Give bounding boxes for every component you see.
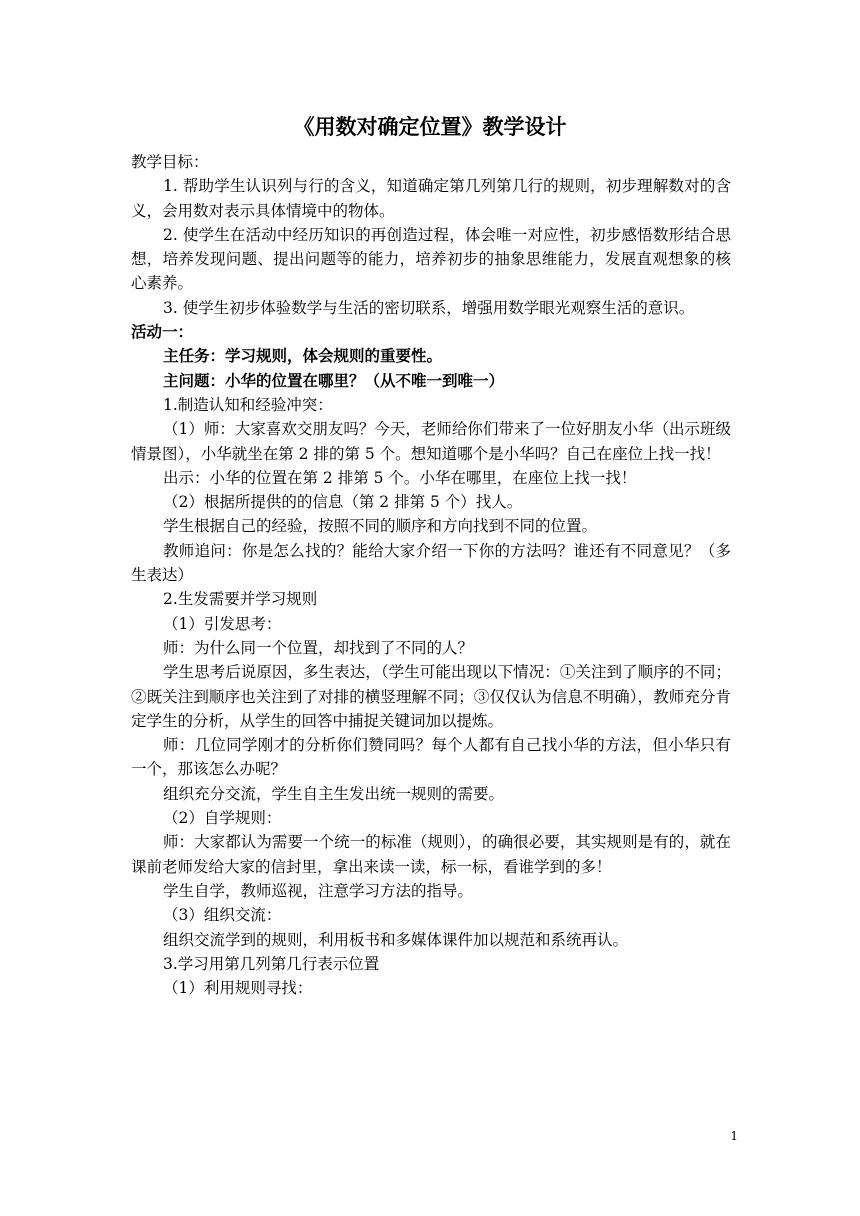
main-question: 主问题：小华的位置在哪里？（从不唯一到唯一） [163,370,505,390]
step-3-item-1: （1）利用规则寻找： [163,979,313,998]
step-1-item-2: （2）根据所提供的的信息（第 2 排第 5 个）找人。 [163,493,523,512]
activity-heading: 活动一： [131,322,194,342]
step-2-item-1: （1）引发思考： [163,614,282,633]
section-heading-objectives: 教学目标： [131,153,209,171]
step-2-students-reason: 学生思考后说原因，多生表达，（学生可能出现以下情况：①关注到了顺序的不同；②既关注到顺序也关注到了对排的横竖理解不同；③仅仅认为信息不明确），教师充分肯定学生的分析，从学生的回答中捕捉关键词加以提炼。 [131,663,731,730]
objective-1: 1. 帮助学生认识列与行的含义，知道确定第几列第几行的规则，初步理解数对的含义，会用数对表示具体情境中的物体。 [131,177,731,220]
step-2-item-2: （2）自学规则： [163,809,282,828]
page-number: 1 [730,1129,738,1143]
objective-2: 2. 使学生在活动中经历知识的再创造过程，体会唯一对应性，初步感悟数形结合思想，培养发现问题、提出问题等的能力，培养初步的抽象思维能力，发展直观想象的核心素养。 [131,225,731,293]
objective-3: 3. 使学生初步体验数学与生活的密切联系，增强用数学眼光观察生活的意识。 [163,298,695,317]
step-1-show: 出示：小华的位置在第 2 排第 5 个。小华在哪里，在座位上找一找！ [163,468,637,487]
document-body [131,150,731,1000]
step-2-teacher-question: 师：为什么同一个位置，却找到了不同的人？ [163,638,474,657]
document-title: 《用数对确定位置》教学设计 [293,114,567,139]
step-1-heading: 1.制造认知和经验冲突： [163,395,333,414]
step-2-organize: 组织交流学到的规则，利用板书和多媒体课件加以规范和系统再认。 [163,930,629,949]
step-1-teacher-ask: 教师追问：你是怎么找的？能给大家介绍一下你的方法吗？谁还有不同意见？（多生表达） [131,541,731,585]
step-2-self-study: 学生自学，教师巡视，注意学习方法的指导。 [163,881,474,900]
main-task: 主任务：学习规则，体会规则的重要性。 [163,346,443,366]
step-3-heading: 3.学习用第几列第几行表示位置 [163,954,380,973]
step-2-item-3: （3）组织交流： [163,906,282,925]
step-1-item-1: （1）师：大家喜欢交朋友吗？今天，老师给你们带来了一位好朋友小华（出示班级情景图），小华就坐在第 2 排的第 5 个。想知道哪个是小华吗？自己在座位上找一找！ [131,420,731,463]
step-2-teacher-rules: 师：大家都认为需要一个统一的标准（规则），的确很必要，其实规则是有的，就在课前老师发给大家的信封里，拿出来读一读，标一标，看谁学到的多！ [131,833,731,876]
step-2-teacher-follow: 师：几位同学刚才的分析你们赞同吗？每个人都有自己找小华的方法，但小华只有一个，那该怎么办呢？ [131,736,731,779]
step-2-heading: 2.生发需要并学习规则 [163,590,318,609]
step-2-exchange: 组织充分交流，学生自主生发出统一规则的需要。 [163,784,505,803]
step-1-students: 学生根据自己的经验，按照不同的顺序和方向找到不同的位置。 [163,517,598,536]
